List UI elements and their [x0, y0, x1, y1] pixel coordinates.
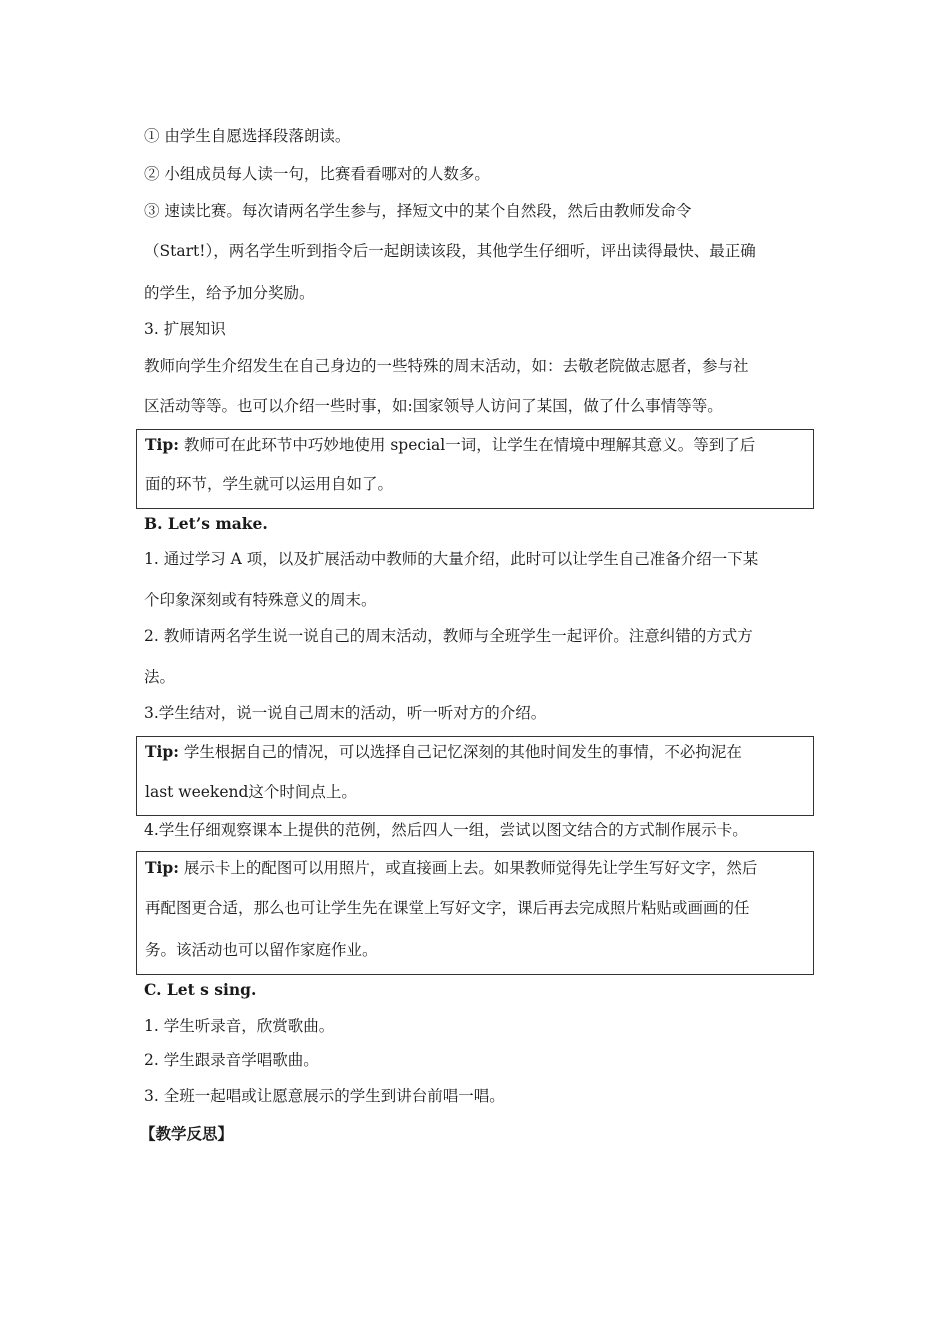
section-heading: 【教学反思】 — [140, 1124, 234, 1143]
list-item-continued: 的学生，给予加分奖励。 — [144, 284, 315, 302]
paragraph: 区活动等等。也可以介绍一些时事，如:国家领导人访问了某国，做了什么事情等等。 — [144, 397, 723, 415]
list-item-continued: 法。 — [144, 668, 176, 686]
tip-text: Tip: 学生根据自己的情况，可以选择自己记忆深刻的其他时间发生的事情，不必拘泥在 — [145, 742, 742, 761]
tip-label: Tip: — [145, 858, 179, 877]
list-item: 1. 学生听录音，欣赏歌曲。 — [144, 1017, 335, 1035]
section-heading: C. Let s sing. — [144, 980, 257, 999]
paragraph: 教师向学生介绍发生在自己身边的一些特殊的周末活动，如：去敬老院做志愿者，参与社 — [144, 357, 749, 375]
tip-text: Tip: 展示卡上的配图可以用照片，或直接画上去。如果教师觉得先让学生写好文字，然后 — [145, 858, 758, 877]
tip-label: Tip: — [145, 435, 179, 454]
list-item: 2. 学生跟录音学唱歌曲。 — [144, 1051, 319, 1069]
tip-text: 面的环节，学生就可以运用自如了。 — [145, 475, 394, 493]
list-item: 4.学生仔细观察课本上提供的范例，然后四人一组，尝试以图文结合的方式制作展示卡。 — [144, 821, 748, 839]
section-heading: B. Let’s make. — [144, 514, 268, 533]
section-heading: 3. 扩展知识 — [144, 320, 226, 338]
list-item: 3. 全班一起唱或让愿意展示的学生到讲台前唱一唱。 — [144, 1087, 505, 1105]
list-item: 3.学生结对，说一说自己周末的活动，听一听对方的介绍。 — [144, 704, 547, 722]
list-item-continued: 个印象深刻或有特殊意义的周末。 — [144, 591, 377, 609]
list-item: ③ 速读比赛。每次请两名学生参与，择短文中的某个自然段，然后由教师发命令 — [144, 202, 692, 220]
tip-box — [136, 736, 814, 816]
list-item: ① 由学生自愿选择段落朗读。 — [144, 127, 351, 145]
tip-box — [136, 429, 814, 509]
tip-label: Tip: — [145, 742, 179, 761]
list-item: ② 小组成员每人读一句，比赛看看哪对的人数多。 — [144, 165, 490, 183]
tip-text: Tip: 教师可在此环节中巧妙地使用 special一词，让学生在情境中理解其意义。等到了后 — [145, 435, 756, 454]
list-item: 1. 通过学习 A 项，以及扩展活动中教师的大量介绍，此时可以让学生自己准备介绍一下某 — [144, 550, 759, 568]
list-item-continued: （Start!），两名学生听到指令后一起朗读该段，其他学生仔细听，评出读得最快、最正确 — [144, 242, 756, 260]
tip-text: last weekend这个时间点上。 — [145, 783, 357, 801]
tip-text: 再配图更合适，那么也可让学生先在课堂上写好文字，课后再去完成照片粘贴或画画的任 — [145, 899, 750, 917]
list-item: 2. 教师请两名学生说一说自己的周末活动，教师与全班学生一起评价。注意纠错的方式方 — [144, 627, 753, 645]
tip-text: 务。该活动也可以留作家庭作业。 — [145, 941, 378, 959]
tip-box — [136, 851, 814, 975]
